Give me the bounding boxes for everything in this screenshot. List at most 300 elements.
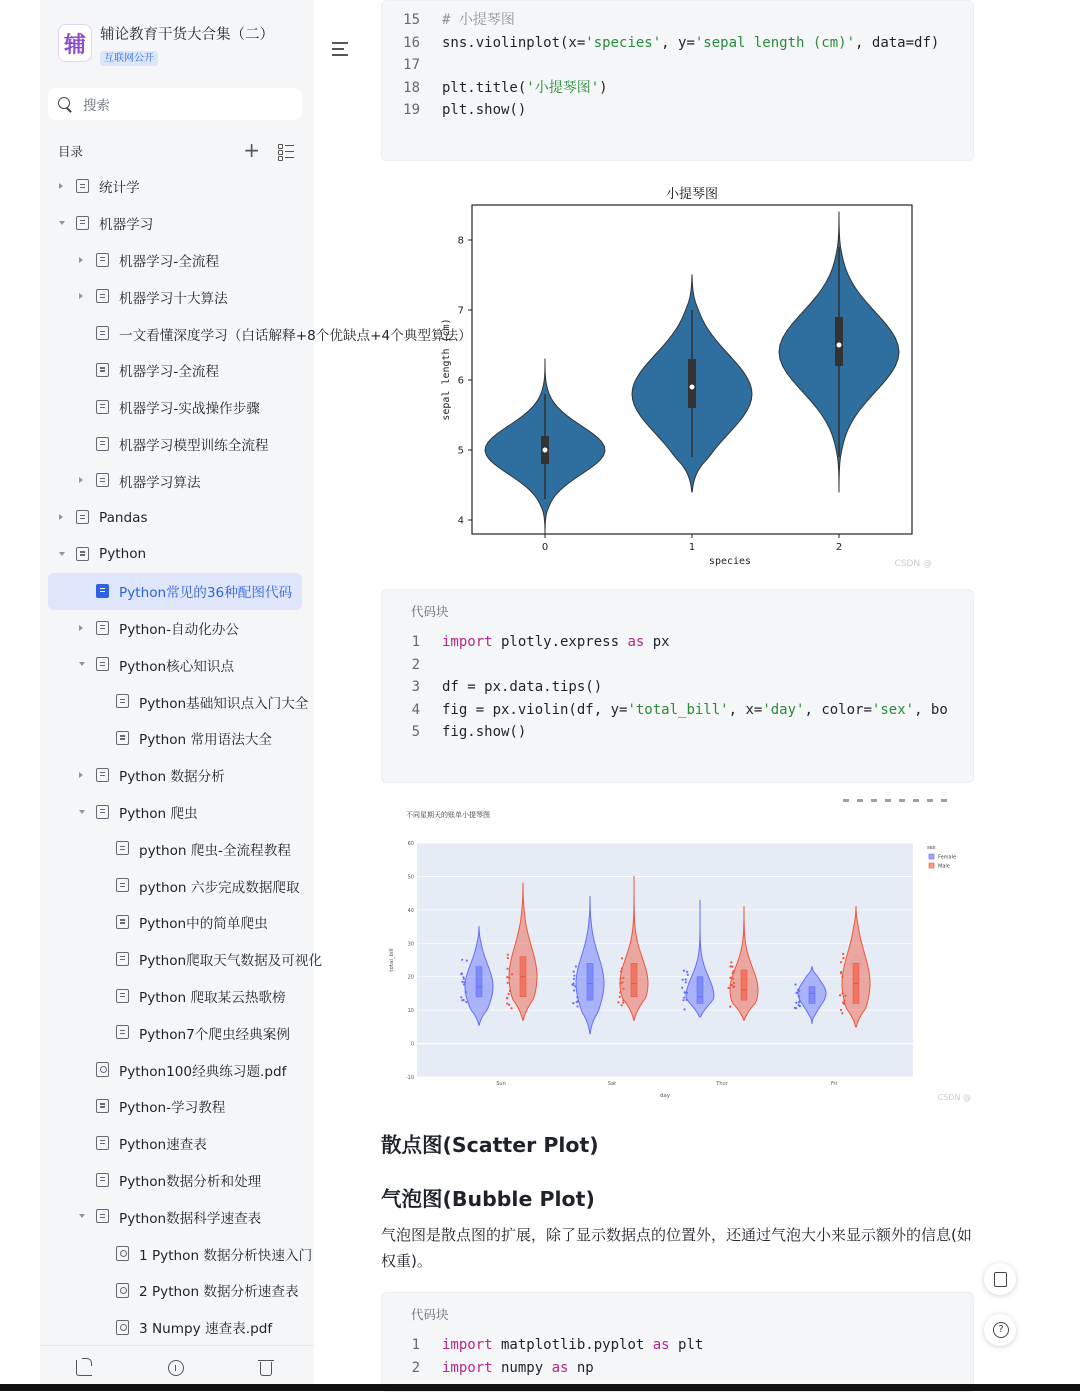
chevron-right-icon[interactable] bbox=[59, 514, 63, 520]
data-point bbox=[575, 965, 577, 967]
document-icon bbox=[76, 179, 89, 193]
modebar-icon bbox=[941, 799, 947, 802]
code-line bbox=[382, 9, 975, 32]
data-point bbox=[841, 1012, 843, 1014]
data-point bbox=[506, 976, 508, 978]
code-text: fig = px.violin(df, y='total_bill', x='day', color='sex', bo bbox=[442, 701, 948, 718]
toc-item[interactable] bbox=[48, 978, 302, 1015]
toc-item-label: Python7个爬虫经典案例 bbox=[139, 1026, 290, 1043]
data-point bbox=[687, 974, 689, 976]
toc-item-label: Python基础知识点入门大全 bbox=[139, 695, 309, 712]
chevron-down-icon[interactable] bbox=[79, 662, 85, 666]
chevron-down-icon[interactable] bbox=[59, 221, 65, 225]
line-number: 2 bbox=[411, 656, 420, 673]
modebar-icon bbox=[857, 799, 863, 802]
line-number: 18 bbox=[403, 79, 420, 96]
legend-swatch bbox=[929, 863, 934, 868]
document-icon bbox=[116, 731, 129, 745]
help-float-button[interactable] bbox=[984, 1314, 1016, 1346]
chevron-right-icon[interactable] bbox=[79, 625, 83, 631]
code-block-caption: 代码块 bbox=[411, 1307, 449, 1322]
violin-chart-tips bbox=[381, 795, 976, 1107]
legend-swatch bbox=[929, 854, 934, 859]
toc-item-label: 机器学习-全流程 bbox=[119, 253, 220, 270]
chevron-right-icon[interactable] bbox=[59, 183, 63, 189]
data-point bbox=[730, 984, 732, 986]
plot-area bbox=[417, 843, 913, 1077]
code-text: plt.show() bbox=[442, 102, 527, 118]
toc-item-label: 机器学习 bbox=[99, 217, 154, 234]
document-icon bbox=[76, 216, 89, 230]
toc-item-label: python 六步完成数据爬取 bbox=[139, 879, 300, 896]
chevron-down-icon[interactable] bbox=[79, 810, 85, 814]
toc-item[interactable] bbox=[48, 1162, 302, 1199]
document-icon bbox=[116, 1025, 129, 1039]
data-point bbox=[507, 957, 509, 959]
modebar-icon bbox=[927, 799, 933, 802]
data-point bbox=[684, 991, 686, 993]
data-point bbox=[622, 1002, 624, 1004]
y-axis-label: sepal length (cm) bbox=[441, 318, 452, 421]
data-point bbox=[731, 966, 733, 968]
toc-item-label: 3 Numpy 速查表.pdf bbox=[139, 1321, 273, 1338]
data-point bbox=[465, 991, 467, 993]
x-tick-label: 2 bbox=[835, 542, 843, 553]
toc-item[interactable] bbox=[48, 1051, 302, 1088]
data-point bbox=[843, 999, 845, 1001]
toc-item-label: Python-自动化办公 bbox=[119, 621, 239, 638]
data-point bbox=[461, 972, 463, 974]
code-text: sns.violinplot(x='species', y='sepal length (cm)', data=df) bbox=[442, 34, 940, 51]
data-point bbox=[508, 1004, 510, 1006]
line-number: 17 bbox=[403, 57, 420, 73]
x-tick-label: Sat bbox=[607, 1081, 617, 1087]
y-tick-label: 0 bbox=[410, 1041, 414, 1048]
data-point bbox=[798, 995, 800, 997]
toc-item-label: Python核心知识点 bbox=[119, 658, 235, 675]
toc-item-label: Python bbox=[99, 546, 147, 563]
toc-item[interactable] bbox=[48, 1309, 302, 1346]
toc-item-label: Python中的简单爬虫 bbox=[139, 916, 268, 933]
violin-iqr-box bbox=[835, 317, 843, 366]
code-line bbox=[382, 1334, 975, 1357]
violin-iqr-box bbox=[587, 963, 593, 1000]
data-point bbox=[572, 1002, 574, 1004]
data-point bbox=[727, 987, 729, 989]
toc-item[interactable] bbox=[48, 794, 302, 831]
modebar-icon bbox=[871, 799, 877, 802]
data-point bbox=[506, 997, 508, 999]
data-point bbox=[508, 977, 510, 979]
toc-item-label: Python 数据分析 bbox=[119, 769, 225, 786]
toc-item-label: Python爬取天气数据及可视化 bbox=[139, 953, 323, 970]
data-point bbox=[506, 1002, 508, 1004]
data-point bbox=[461, 981, 463, 983]
toc-header bbox=[58, 138, 294, 162]
data-point bbox=[681, 987, 683, 989]
knowledge-base-title[interactable]: 辅论教育干货大合集（二） bbox=[100, 27, 274, 43]
y-tick-label: 40 bbox=[407, 907, 414, 914]
line-number: 4 bbox=[411, 701, 420, 718]
x-tick-label: Thur bbox=[716, 1081, 728, 1087]
outline-toggle-icon[interactable] bbox=[332, 42, 348, 56]
document-icon bbox=[96, 657, 109, 671]
data-point bbox=[576, 1005, 578, 1007]
data-point bbox=[622, 999, 624, 1001]
code-line bbox=[382, 1357, 975, 1380]
violin-iqr-box bbox=[741, 970, 747, 1000]
toc-item[interactable] bbox=[48, 462, 302, 499]
document-icon bbox=[96, 363, 109, 377]
y-tick-label: 7 bbox=[457, 305, 464, 317]
violin-median bbox=[543, 448, 548, 453]
toc-item[interactable] bbox=[48, 646, 302, 683]
knowledge-base-header[interactable] bbox=[58, 24, 274, 66]
violin-iqr-box bbox=[476, 967, 482, 997]
document-icon bbox=[116, 694, 129, 708]
violin-median bbox=[837, 343, 842, 348]
document-icon bbox=[96, 437, 109, 451]
toc-item-label: Python数据分析和处理 bbox=[119, 1173, 262, 1190]
toc-item-label: 机器学习十大算法 bbox=[119, 290, 228, 307]
document-icon bbox=[116, 989, 129, 1003]
pdf-file-icon bbox=[96, 1062, 109, 1077]
chevron-right-icon[interactable] bbox=[79, 293, 83, 299]
toc-item[interactable] bbox=[48, 830, 302, 867]
toc-item-label: Python 爬虫 bbox=[119, 805, 198, 822]
y-axis-label: total_bill bbox=[389, 948, 395, 972]
chevron-right-icon[interactable] bbox=[79, 257, 83, 263]
legend-title: sex bbox=[927, 845, 936, 851]
toc-item-label: Python数据科学速查表 bbox=[119, 1210, 262, 1227]
data-point bbox=[685, 978, 687, 980]
code-line bbox=[382, 676, 975, 699]
document-icon bbox=[116, 952, 129, 966]
toc-item-label: Python常见的36种配图代码 bbox=[119, 585, 293, 602]
data-point bbox=[463, 981, 465, 983]
paragraph: 气泡图是散点图的扩展，除了显示数据点的位置外，还通过气泡大小来显示额外的信息(如权重)。 bbox=[381, 1226, 972, 1270]
toc-item[interactable] bbox=[48, 242, 302, 279]
code-block[interactable] bbox=[381, 589, 974, 783]
toc-item[interactable] bbox=[48, 426, 302, 463]
data-point bbox=[511, 973, 513, 975]
add-icon[interactable]: + bbox=[243, 138, 260, 162]
data-point bbox=[683, 1008, 685, 1010]
pdf-file-icon bbox=[116, 1320, 129, 1335]
data-point bbox=[617, 1001, 619, 1003]
x-axis-label: day bbox=[659, 1093, 671, 1099]
toc-item-label: python 爬虫-全流程教程 bbox=[139, 842, 291, 859]
document-icon bbox=[76, 510, 89, 524]
code-block[interactable] bbox=[381, 1292, 974, 1392]
document-icon bbox=[76, 547, 89, 561]
code-line bbox=[382, 721, 975, 744]
data-point bbox=[619, 991, 621, 993]
data-point bbox=[839, 994, 841, 996]
data-point bbox=[465, 1001, 467, 1003]
data-point bbox=[795, 1002, 797, 1004]
code-line bbox=[382, 77, 975, 100]
data-point bbox=[842, 953, 844, 955]
x-tick-label: 0 bbox=[541, 542, 549, 553]
line-number: 15 bbox=[403, 12, 420, 28]
document-icon bbox=[96, 1209, 109, 1223]
data-point bbox=[509, 990, 511, 992]
legend-label: Male bbox=[938, 863, 950, 870]
modebar-icon bbox=[899, 799, 905, 802]
data-point bbox=[682, 999, 684, 1001]
data-point bbox=[840, 961, 842, 963]
data-point bbox=[685, 981, 687, 983]
data-point bbox=[686, 971, 688, 973]
toc-item-label: 机器学习模型训练全流程 bbox=[119, 437, 269, 454]
violin-iqr-box bbox=[809, 987, 815, 1004]
data-point bbox=[843, 1003, 845, 1005]
code-line bbox=[382, 32, 975, 55]
data-point bbox=[798, 1001, 800, 1003]
data-point bbox=[686, 992, 688, 994]
data-point bbox=[466, 959, 468, 961]
document-icon bbox=[96, 621, 109, 635]
y-tick-label: 30 bbox=[407, 941, 414, 948]
document-icon bbox=[96, 473, 109, 487]
toc-item-label: 机器学习-全流程 bbox=[119, 364, 220, 381]
data-point bbox=[842, 957, 844, 959]
code-block-caption: 代码块 bbox=[411, 604, 449, 619]
code-text: df = px.data.tips() bbox=[442, 679, 603, 695]
toc-item[interactable] bbox=[48, 168, 302, 205]
toc-item-label: 一文看懂深度学习（白话解释+8个优缺点+4个典型算法） bbox=[119, 327, 472, 344]
line-number: 16 bbox=[403, 34, 420, 51]
data-point bbox=[798, 990, 800, 992]
toc-item[interactable] bbox=[48, 389, 302, 426]
document-icon bbox=[116, 841, 129, 855]
y-tick-label: 4 bbox=[457, 515, 464, 527]
code-block[interactable] bbox=[381, 0, 974, 161]
toc-item[interactable] bbox=[48, 1235, 313, 1272]
code-text: import matplotlib.pyplot as plt bbox=[442, 1337, 704, 1353]
toc-item[interactable] bbox=[48, 536, 302, 573]
line-number: 5 bbox=[411, 724, 420, 740]
visibility-badge: 互联网公开 bbox=[100, 51, 158, 66]
x-tick-label: Fri bbox=[831, 1081, 837, 1087]
data-point bbox=[730, 961, 732, 963]
data-point bbox=[729, 977, 731, 979]
line-number: 3 bbox=[411, 679, 420, 695]
toc-item[interactable] bbox=[48, 1198, 302, 1235]
toc-item[interactable] bbox=[48, 904, 302, 941]
data-point bbox=[840, 971, 842, 973]
data-point bbox=[463, 978, 465, 980]
info-icon[interactable] bbox=[168, 1360, 184, 1376]
toc-item-label: 统计学 bbox=[99, 180, 140, 197]
data-point bbox=[685, 999, 687, 1001]
x-tick-label: Sun bbox=[496, 1081, 506, 1087]
toc-item-label: Python-学习教程 bbox=[119, 1100, 226, 1117]
violin-median bbox=[690, 385, 695, 390]
modebar-icon bbox=[843, 799, 849, 802]
data-point bbox=[463, 999, 465, 1001]
chevron-down-icon[interactable] bbox=[59, 552, 65, 556]
toc-item-label: Python速查表 bbox=[119, 1137, 207, 1154]
code-line bbox=[382, 699, 975, 722]
y-tick-label: 5 bbox=[457, 445, 464, 457]
document-icon bbox=[96, 253, 109, 267]
list-view-icon[interactable] bbox=[278, 143, 294, 159]
y-tick-label: 20 bbox=[407, 974, 414, 981]
section-heading-scatter: 散点图(Scatter Plot) bbox=[381, 1133, 599, 1157]
chevron-right-icon[interactable] bbox=[79, 772, 83, 778]
data-point bbox=[622, 977, 624, 979]
data-point bbox=[621, 982, 623, 984]
data-point bbox=[508, 993, 510, 995]
violin-iqr-box bbox=[688, 359, 696, 408]
data-point bbox=[619, 977, 621, 979]
data-point bbox=[576, 996, 578, 998]
toc-item[interactable] bbox=[48, 610, 302, 647]
data-point bbox=[510, 1007, 512, 1009]
y-tick-label: 8 bbox=[457, 235, 464, 247]
data-point bbox=[619, 982, 621, 984]
violin-chart-iris bbox=[434, 180, 940, 572]
code-line bbox=[382, 631, 975, 654]
data-point bbox=[621, 957, 623, 959]
line-number: 1 bbox=[411, 1337, 420, 1353]
modebar-icon bbox=[885, 799, 891, 802]
document-icon bbox=[116, 915, 129, 929]
data-point bbox=[798, 1004, 800, 1006]
toc-item[interactable] bbox=[48, 1088, 302, 1125]
data-point bbox=[621, 967, 623, 969]
search-placeholder: 搜索 bbox=[83, 98, 110, 114]
toc-item[interactable] bbox=[48, 683, 309, 720]
data-point bbox=[507, 954, 509, 956]
data-point bbox=[733, 982, 735, 984]
y-tick-label: 10 bbox=[407, 1008, 414, 1015]
code-line bbox=[382, 54, 975, 77]
document-icon bbox=[116, 878, 129, 892]
code-text: plt.title('小提琴图') bbox=[442, 79, 608, 96]
toc-item[interactable] bbox=[48, 499, 302, 536]
data-point bbox=[844, 995, 846, 997]
search-input[interactable] bbox=[48, 88, 302, 120]
document-icon bbox=[96, 768, 109, 782]
screen-bottom-edge bbox=[0, 1384, 1080, 1391]
toc-item[interactable] bbox=[48, 352, 302, 389]
toc-item[interactable] bbox=[48, 278, 302, 315]
chevron-down-icon[interactable] bbox=[79, 1214, 85, 1218]
data-point bbox=[619, 996, 621, 998]
watermark: CSDN @ bbox=[937, 1093, 971, 1102]
document-float-button[interactable] bbox=[984, 1263, 1016, 1295]
line-number: 19 bbox=[403, 102, 420, 118]
search-icon bbox=[58, 97, 73, 112]
data-point bbox=[794, 983, 796, 985]
data-point bbox=[573, 975, 575, 977]
data-point bbox=[460, 996, 462, 998]
legend-label: Female bbox=[938, 854, 957, 861]
section-heading-bubble: 气泡图(Bubble Plot) bbox=[381, 1187, 595, 1211]
data-point bbox=[841, 992, 843, 994]
data-point bbox=[573, 978, 575, 980]
toc-item[interactable] bbox=[48, 1272, 302, 1309]
document-icon bbox=[96, 1136, 109, 1150]
document-icon bbox=[96, 584, 109, 598]
data-point bbox=[506, 968, 508, 970]
x-tick-label: 1 bbox=[688, 542, 696, 553]
data-point bbox=[732, 972, 734, 974]
pdf-file-icon bbox=[116, 1246, 129, 1261]
data-point bbox=[733, 986, 735, 988]
pdf-file-icon bbox=[116, 1283, 129, 1298]
toc-item[interactable] bbox=[48, 941, 323, 978]
data-point bbox=[729, 1006, 731, 1008]
document-icon bbox=[96, 326, 109, 340]
code-line bbox=[382, 654, 975, 677]
data-point bbox=[796, 992, 798, 994]
data-point bbox=[622, 988, 624, 990]
watermark: CSDN @ bbox=[894, 559, 932, 569]
data-point bbox=[507, 982, 509, 984]
toc-item[interactable] bbox=[48, 573, 302, 610]
toc-item-label: 机器学习-实战操作步骤 bbox=[119, 401, 260, 418]
chevron-right-icon[interactable] bbox=[79, 477, 83, 483]
data-point bbox=[621, 1004, 623, 1006]
toc-item-label: Python100经典练习题.pdf bbox=[119, 1063, 287, 1080]
knowledge-base-logo: 辅 bbox=[58, 24, 92, 62]
violin-iqr-box bbox=[631, 963, 637, 996]
toc-item[interactable] bbox=[48, 315, 472, 352]
data-point bbox=[573, 971, 575, 973]
code-text: # 小提琴图 bbox=[442, 12, 515, 28]
document-icon bbox=[96, 1099, 109, 1113]
code-text: import plotly.express as px bbox=[442, 634, 670, 650]
data-point bbox=[841, 976, 843, 978]
y-tick-label: 6 bbox=[457, 375, 464, 387]
data-point bbox=[732, 977, 734, 979]
toc-item[interactable] bbox=[48, 1125, 302, 1162]
toc-item[interactable] bbox=[48, 867, 302, 904]
violin-iqr-box bbox=[697, 977, 703, 1004]
data-point bbox=[794, 1007, 796, 1009]
x-axis-label: species bbox=[708, 556, 752, 567]
toc-item-label: 机器学习算法 bbox=[119, 474, 201, 491]
data-point bbox=[461, 959, 463, 961]
toc-item-label: Python 常用语法大全 bbox=[139, 732, 273, 749]
trash-icon[interactable] bbox=[260, 1362, 272, 1376]
data-point bbox=[463, 983, 465, 985]
data-point bbox=[571, 984, 573, 986]
chart-title: 不同星期天的账单小提琴图 bbox=[406, 811, 490, 819]
toc-item-label: Python 爬取某云热歌榜 bbox=[139, 989, 286, 1006]
line-number: 2 bbox=[411, 1359, 420, 1376]
document-icon bbox=[96, 289, 109, 303]
data-point bbox=[683, 970, 685, 972]
modebar-icon bbox=[913, 799, 919, 802]
data-point bbox=[620, 970, 622, 972]
y-tick-label: 50 bbox=[407, 874, 414, 881]
toc-item[interactable] bbox=[48, 757, 302, 794]
toc-item[interactable] bbox=[48, 720, 302, 757]
share-icon[interactable] bbox=[76, 1360, 92, 1376]
document-icon bbox=[96, 805, 109, 819]
toc-item[interactable] bbox=[48, 1014, 302, 1051]
toc-item-label: Pandas bbox=[99, 509, 148, 526]
code-text: fig.show() bbox=[442, 724, 527, 740]
data-point bbox=[682, 979, 684, 981]
toc-item[interactable] bbox=[48, 205, 302, 242]
document-icon bbox=[96, 400, 109, 414]
